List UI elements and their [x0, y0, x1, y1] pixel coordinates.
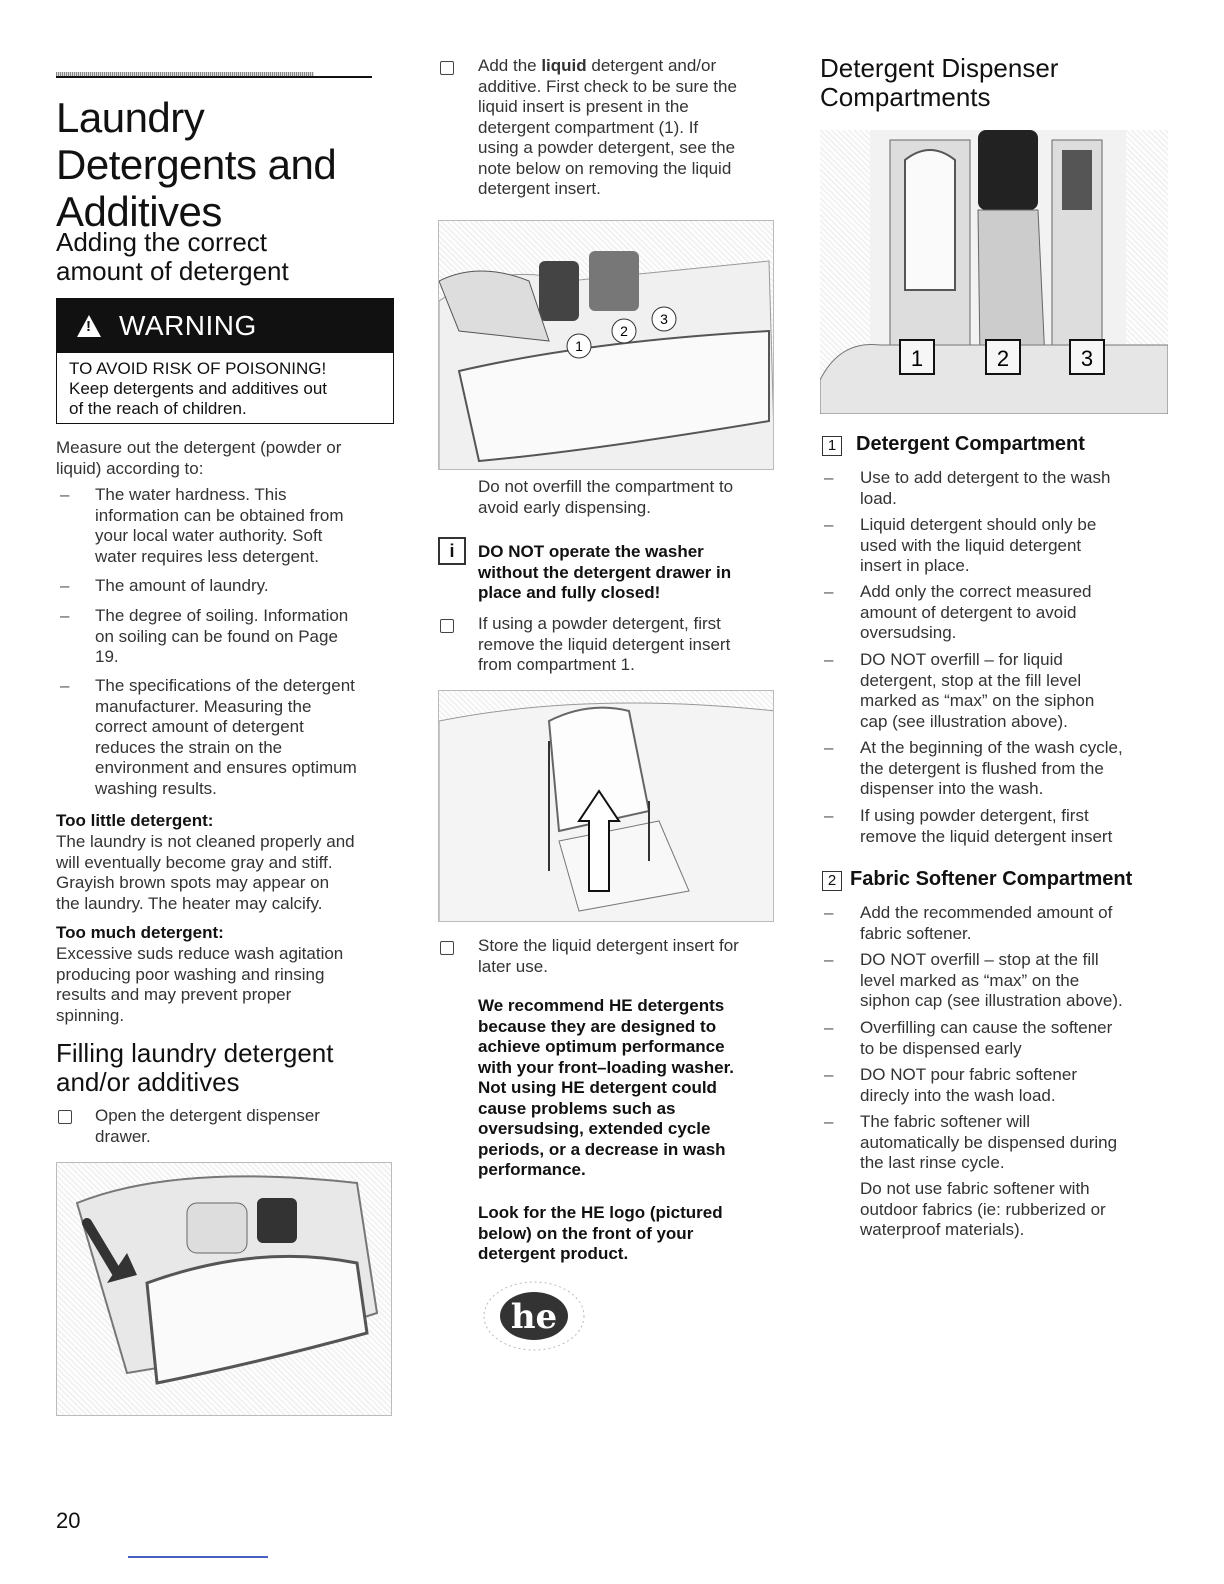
caption-overfill: Do not overfill the compartment to avoid early dispensing. [478, 477, 734, 517]
drawer-open-illustration [56, 1162, 392, 1416]
list-item: At the beginning of the wash cycle, the detergent is flushed from the dispenser into the wash. [860, 738, 1123, 798]
list-item: DO NOT pour fabric softener direcly into the wash load. [860, 1065, 1077, 1105]
callout-3: 3 [660, 311, 668, 327]
list-item: If using powder detergent, first remove the liquid detergent insert [860, 806, 1113, 846]
section-heading-compartments: Detergent Dispenser Compartments [820, 53, 1059, 112]
checkbox-bullet-icon [58, 1110, 72, 1124]
dash-bullet: – [824, 650, 834, 669]
list-item: Use to add detergent to the wash load. [860, 468, 1111, 508]
dash-bullet: – [824, 903, 834, 922]
dash-bullet: – [824, 950, 834, 969]
title-rule [56, 72, 372, 78]
list-item: Overfilling can cause the softener to be dispensed early [860, 1018, 1113, 1058]
callout-1: 1 [575, 338, 583, 354]
checkbox-bullet-icon [440, 619, 454, 633]
compartment-label-1: 1 [910, 346, 924, 371]
warning-text: TO AVOID RISK OF POISONING! Keep detergents and additives out of the reach of children. [69, 359, 328, 418]
dash-bullet: – [824, 1112, 834, 1131]
too-little-text: The laundry is not cleaned properly and will eventually become gray and stiff. Grayish brown spots may appear on the laundry. The heater may calcify. [56, 832, 355, 913]
info-notice: DO NOT operate the washer without the detergent drawer in place and fully closed! [478, 542, 732, 602]
too-little-title: Too little detergent: [56, 811, 214, 830]
softener-outdoor-note: Do not use fabric softener with outdoor fabrics (ie: rubberized or waterproof materials). [860, 1179, 1106, 1239]
section-number-2: 2 [822, 871, 842, 891]
dash-bullet: – [824, 582, 834, 601]
detergent-compartment-title: Detergent Compartment [856, 433, 1085, 455]
fabric-softener-title: Fabric Softener Compartment [850, 868, 1133, 890]
he-recommendation: We recommend HE detergents because they are designed to achieve optimum performance with your front–loading washer. Not using HE detergent could cause problems such as oversudsing, extended cycle periods, or a decrease in wash performance. [478, 996, 734, 1179]
compartment-label-2: 2 [996, 346, 1010, 371]
he-logo-text: he [510, 1297, 558, 1337]
liquid-emphasis: liquid [541, 56, 587, 75]
step-add-liquid: Add the liquid detergent and/or additive. First check to be sure the liquid insert is present in the detergent compartment (1). If using a powder detergent, see the note below on removing the liquid detergent insert. [478, 56, 737, 198]
title-line: Laundry [56, 94, 205, 141]
step-store-insert: Store the liquid detergent insert for later use. [478, 936, 739, 976]
section-heading-adding: Adding the correct amount of detergent [56, 227, 289, 286]
callout-2: 2 [620, 323, 628, 339]
dash-bullet: – [824, 1018, 834, 1037]
dash-bullet: – [60, 485, 70, 504]
insert-removal-illustration [438, 690, 774, 922]
checkbox-bullet-icon [440, 61, 454, 75]
info-icon: i [438, 537, 466, 565]
dash-bullet: – [824, 468, 834, 487]
section-heading-filling: Filling laundry detergent and/or additives [56, 1038, 334, 1097]
list-item: DO NOT overfill – stop at the fill level marked as “max” on the siphon cap (see illustration above). [860, 950, 1123, 1010]
list-item: Liquid detergent should only be used with the liquid detergent insert in place. [860, 515, 1097, 575]
list-item: The amount of laundry. [95, 576, 269, 595]
dash-bullet: – [824, 515, 834, 534]
step-remove-insert: If using a powder detergent, first remove the liquid detergent insert from compartment 1. [478, 614, 731, 674]
he-logo [478, 1276, 590, 1356]
step-open-drawer: Open the detergent dispenser drawer. [95, 1106, 320, 1146]
warning-label: WARNING [119, 310, 257, 341]
he-logo-note: Look for the HE logo (pictured below) on the front of your detergent product. [478, 1203, 723, 1263]
dash-bullet: – [824, 806, 834, 825]
footer-line [128, 1556, 268, 1558]
list-item: The degree of soiling. Information on soiling can be found on Page 19. [95, 606, 349, 666]
list-item: Add the recommended amount of fabric softener. [860, 903, 1113, 943]
intro-text: Measure out the detergent (powder or liquid) according to: [56, 438, 342, 478]
section-number-1: 1 [822, 436, 842, 456]
page-title [56, 94, 336, 235]
dispenser-compartments-illustration [820, 130, 1168, 414]
list-item: Add only the correct measured amount of detergent to avoid oversudsing. [860, 582, 1092, 642]
list-item: The fabric softener will automatically be dispensed during the last rinse cycle. [860, 1112, 1118, 1172]
list-item: The specifications of the detergent manufacturer. Measuring the correct amount of detergent reduces the strain on the environment and ensures optimum washing results. [95, 676, 357, 798]
dash-bullet: – [824, 1065, 834, 1084]
list-item: DO NOT overfill – for liquid detergent, stop at the fill level marked as “max” on the siphon cap (see illustration above). [860, 650, 1095, 731]
dash-bullet: – [60, 676, 70, 695]
too-much-title: Too much detergent: [56, 923, 224, 942]
checkbox-bullet-icon [440, 941, 454, 955]
page-number: 20 [56, 1508, 81, 1533]
compartments-illustration [438, 220, 774, 470]
title-line: Additives [56, 188, 222, 235]
dash-bullet: – [60, 576, 70, 595]
title-line: Detergents and [56, 141, 337, 188]
dash-bullet: – [824, 738, 834, 757]
warning-icon: ! [77, 315, 101, 337]
compartment-label-3: 3 [1080, 346, 1094, 371]
too-much-text: Excessive suds reduce wash agitation producing poor washing and rinsing results and may prevent proper spinning. [56, 944, 344, 1025]
list-item: The water hardness. This information can be obtained from your local water authority. Soft water requires less detergent. [95, 485, 344, 566]
warning-box [56, 298, 394, 424]
dash-bullet: – [60, 606, 70, 625]
